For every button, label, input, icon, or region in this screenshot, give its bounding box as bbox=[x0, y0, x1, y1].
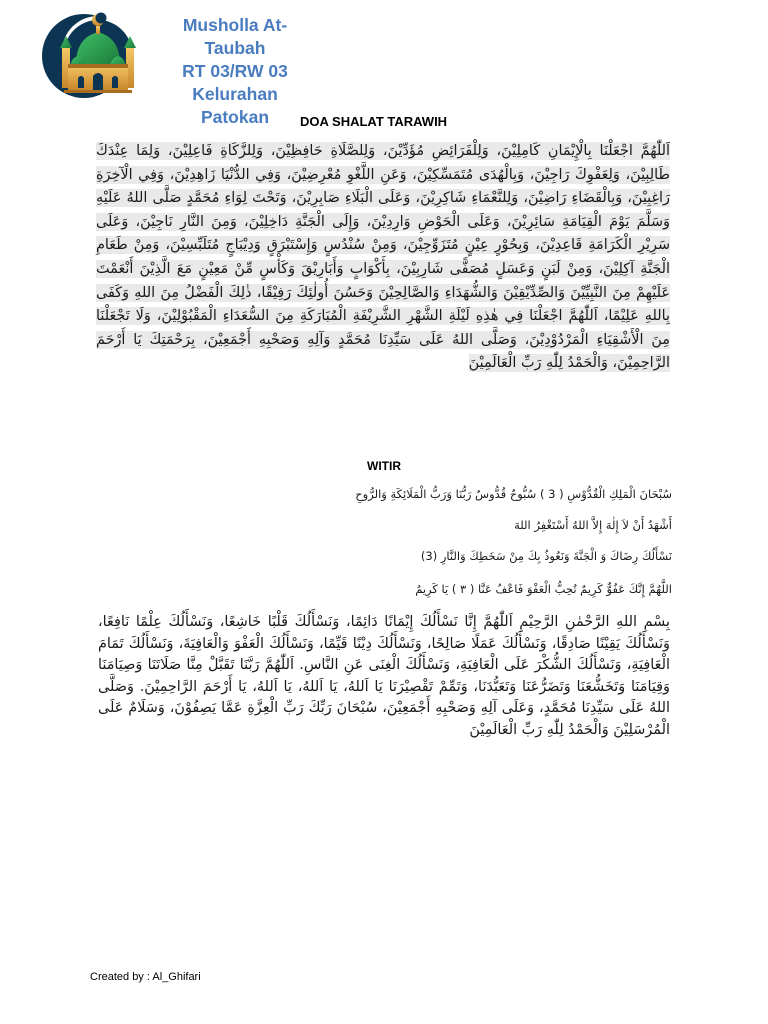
org-line: Musholla At- bbox=[182, 15, 288, 35]
mosque-logo-icon bbox=[38, 8, 142, 100]
org-line: RT 03/RW 03 bbox=[182, 61, 288, 81]
document-title: DOA SHALAT TARAWIH bbox=[300, 114, 448, 129]
author-credit: Created by : Al_Ghifari bbox=[90, 971, 201, 983]
witir-line: اللَّهُمَّ إِنَّكَ عَفُوٌّ كَرِيمٌ تُحِبُّ الْعَفْوَ فَاعْفُ عَنَّا ( ٣ ) يَا كَرِيمُ bbox=[415, 582, 672, 596]
witir-line: أَشْهَدُ أَنْ لاَ إِلٰهَ إِلاَّ اللهُ أَسْتَغْفِرُ اللهَ bbox=[514, 518, 672, 532]
org-line: Taubah bbox=[204, 38, 266, 58]
witir-line: نَسْأَلُكَ رِضَاكَ وَ الْجَنَّةَ وَنَعُوذُ بِكَ مِنْ سَخَطِكَ وَالنَّارِ (3) bbox=[420, 549, 672, 563]
tarawih-doa-paragraph bbox=[96, 140, 670, 376]
org-line: Kelurahan bbox=[192, 84, 278, 104]
witir-line: سُبْحَانَ الْمَلِكِ الْقُدُّوْسِ ( 3 ) سُبُّوحٌ قُدُّوسٌ رَبُّنَا وَرَبُّ الْمَلَائِكَةِ وَالرُّوحِ bbox=[355, 487, 672, 501]
org-line: Patokan bbox=[200, 107, 270, 127]
witir-doa-paragraph: بِسْمِ اللهِ الرَّحْمٰنِ الرَّحِيْمِ اَللّٰهُمَّ إِنَّا نَسْأَلُكَ إِيْمَانًا دَائِمًا، وَنَسْأَلُكَ قَلْبًا خَاشِعًا، وَنَسْأَلُكَ عِلْمًا نَافِعًا، وَنَسْأَلُكَ يَقِيْنًا صَادِقًا، وَنَسْأَلُكَ عَمَلًا صَالِحًا، وَنَسْأَلُكَ دِيْنًا قَيِّمًا، وَنَسْأَلُكَ الْعَفْوَ وَالْعَافِيَةَ، وَنَسْأَلُكَ تَمَامَ الْعَافِيَةِ، وَنَسْأَلُكَ الشُّكْرَ عَلَى الْعَافِيَةِ، وَنَسْأَلُكَ الْغِنَى عَنِ النَّاسِ. اَللّٰهُمَّ رَبَّنَا تَقَبَّلْ مِنَّا صَلَاتَنَا وَصِيَامَنَا وَقِيَامَنَا وَتَخَشُّعَنَا وَتَضَرُّعَنَا وَتَعَبُّدَنَا، وَتَمِّمْ تَقْصِيْرَنَا يَا اَللهُ، يَا اَللهُ، يَا اَللهُ، يَا أَرْحَمَ الرَّاحِمِيْنَ. وَصَلَّى اللهُ عَلَى سَيِّدِنَا مُحَمَّدٍ، وَعَلَى آلِهِ وَصَحْبِهِ أَجْمَعِيْنَ، سُبْحَانَ رَبِّكَ رَبِّ الْعِزَّةِ عَمَّا يَصِفُوْنَ، وَسَلَامٌ عَلَى الْمُرْسَلِيْنَ وَالْحَمْدُ لِلّٰهِ رَبِّ الْعَالَمِيْنَ bbox=[98, 614, 670, 738]
tarawih-doa-text: اَللّٰهُمَّ اجْعَلْنَا بِالْإِيْمَانِ كَامِلِيْنَ، وَلِلْفَرَائِضِ مُؤَدِّيْنَ، وَلِلصَّلَاةِ حَافِظِيْنَ، وَلِلزَّكَاةِ فَاعِلِيْنَ، وَلِمَا عِنْدَكَ طَالِبِيْنَ، وَلِعَفْوِكَ رَاجِيْنَ، وَبِالْهُدَى مُتَمَسِّكِيْنَ، وَعَنِ اللَّغْوِ مُعْرِضِيْنَ، وَفِي الدُّنْيَا زَاهِدِيْنَ، وَفِي الْآخِرَةِ رَاغِبِيْنَ، وَبِالْقَضَاءِ رَاضِيْنَ، وَلِلنَّعْمَاءِ شَاكِرِيْنَ، وَعَلَى الْبَلَاءِ صَابِرِيْنَ، وَتَحْتَ لِوَاءِ مُحَمَّدٍ صَلَّى اللهُ عَلَيْهِ وَسَلَّمَ يَوْمَ الْقِيَامَةِ سَائِرِيْنَ، وَعَلَى الْحَوْضِ وَارِدِيْنَ، وَإِلَى الْجَنَّةِ دَاخِلِيْنَ، وَمِنَ النَّارِ نَاجِيْنَ، وَعَلَى سَرِيْرِ الْكَرَامَةِ قَاعِدِيْنَ، وَبِحُوْرٍ عِيْنٍ مُتَزَوِّجِيْنَ، وَمِنْ سُنْدُسٍ وَإِسْتَبْرَقٍ وَدِيْبَاجٍ مُتَلَبِّسِيْنَ، وَمِنْ طَعَامِ الْجَنَّةِ آكِلِيْنَ، وَمِنْ لَبَنٍ وَعَسَلٍ مُصَفًّى شَارِبِيْنَ، بِأَكْوَابٍ وَأَبَارِيْقَ وَكَأْسٍ مِّنْ مَعِيْنٍ مَعَ الَّذِيْنَ أَنْعَمْتَ عَلَيْهِمْ مِنَ النَّبِيِّيْنَ وَالصِّدِّيْقِيْنَ وَالشُّهَدَاءِ وَالصَّالِحِيْنَ وَحَسُنَ أُولٰئِكَ رَفِيْقًا، ذٰلِكَ الْفَضْلُ مِنَ اللهِ وَكَفَى بِاللهِ عَلِيْمًا، اَللّٰهُمَّ اجْعَلْنَا فِي هٰذِهِ لَيْلَةِ الشَّهْرِ الشَّرِيْفَةِ الْمُبَارَكَةِ مِنَ السُّعَدَاءِ الْمَقْبُوْلِيْنَ، وَلَا تَجْعَلْنَا مِنَ الْأَشْقِيَاءِ الْمَرْدُوْدِيْنَ، وَصَلَّى اللهُ عَلَى سَيِّدِنَا مُحَمَّدٍ وَآلِهِ وَصَحْبِهِ أَجْمَعِيْنَ، بِرَحْمَتِكَ يَا أَرْحَمَ الرَّاحِمِيْنَ، وَالْحَمْدُ لِلّٰهِ رَبِّ الْعَالَمِيْنَ bbox=[96, 143, 670, 372]
mosque-name-header bbox=[160, 14, 310, 129]
witir-heading: WITIR bbox=[367, 459, 401, 473]
